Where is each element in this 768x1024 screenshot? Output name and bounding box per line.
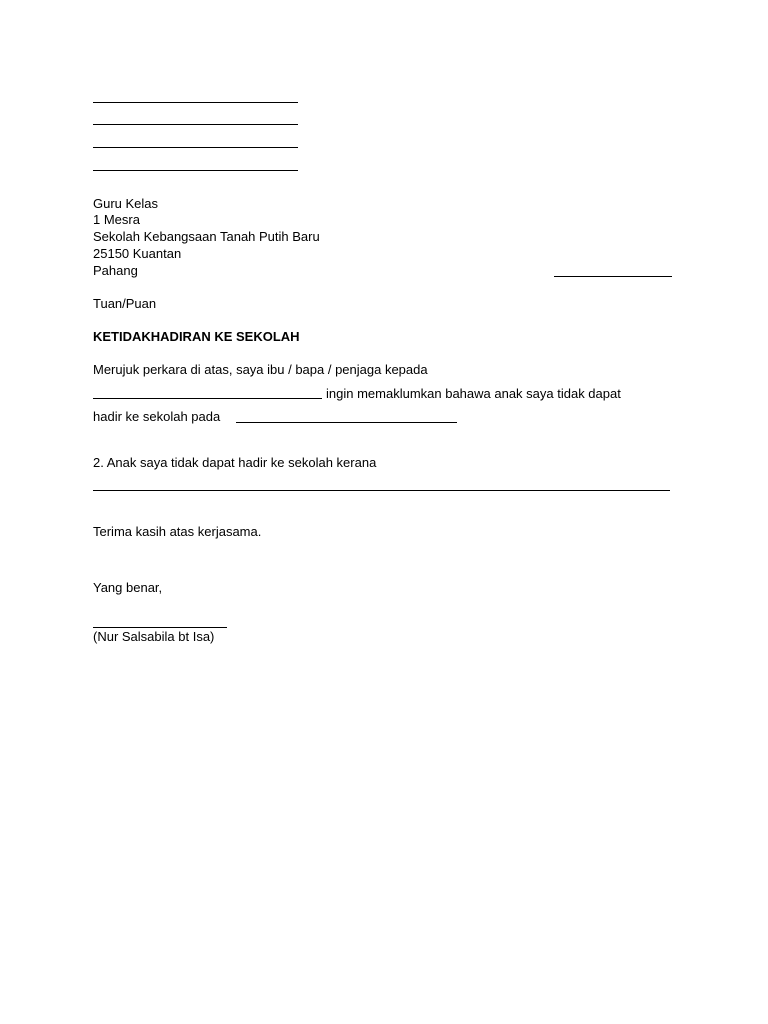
closing-thanks: Terima kasih atas kerjasama. bbox=[93, 524, 262, 539]
date-line[interactable] bbox=[554, 276, 672, 277]
child-name-line[interactable] bbox=[93, 398, 322, 399]
sender-address-line-2[interactable] bbox=[93, 124, 298, 125]
absence-reason-line[interactable] bbox=[93, 490, 670, 491]
letter-subject: KETIDAKHADIRAN KE SEKOLAH bbox=[93, 329, 300, 344]
signatory-name: (Nur Salsabila bt Isa) bbox=[93, 629, 215, 644]
body-para1-line2: ingin memaklumkan bahawa anak saya tidak dapat bbox=[326, 386, 621, 401]
recipient-title: Guru Kelas bbox=[93, 196, 159, 211]
recipient-class: 1 Mesra bbox=[93, 212, 140, 227]
sign-off: Yang benar, bbox=[93, 580, 163, 595]
salutation: Tuan/Puan bbox=[93, 296, 157, 311]
recipient-postcode-city: 25150 Kuantan bbox=[93, 246, 182, 261]
sender-address-line-1[interactable] bbox=[93, 102, 298, 103]
signature-line[interactable] bbox=[93, 627, 227, 628]
sender-address-line-4[interactable] bbox=[93, 170, 298, 171]
recipient-school: Sekolah Kebangsaan Tanah Putih Baru bbox=[93, 229, 320, 244]
body-para1-line1: Merujuk perkara di atas, saya ibu / bapa / penjaga kepada bbox=[93, 362, 428, 377]
body-para1-line3: hadir ke sekolah pada bbox=[93, 409, 221, 424]
body-para2: 2. Anak saya tidak dapat hadir ke sekolah kerana bbox=[93, 455, 377, 470]
sender-address-line-3[interactable] bbox=[93, 147, 298, 148]
absence-date-line[interactable] bbox=[236, 422, 457, 423]
recipient-state: Pahang bbox=[93, 263, 138, 278]
